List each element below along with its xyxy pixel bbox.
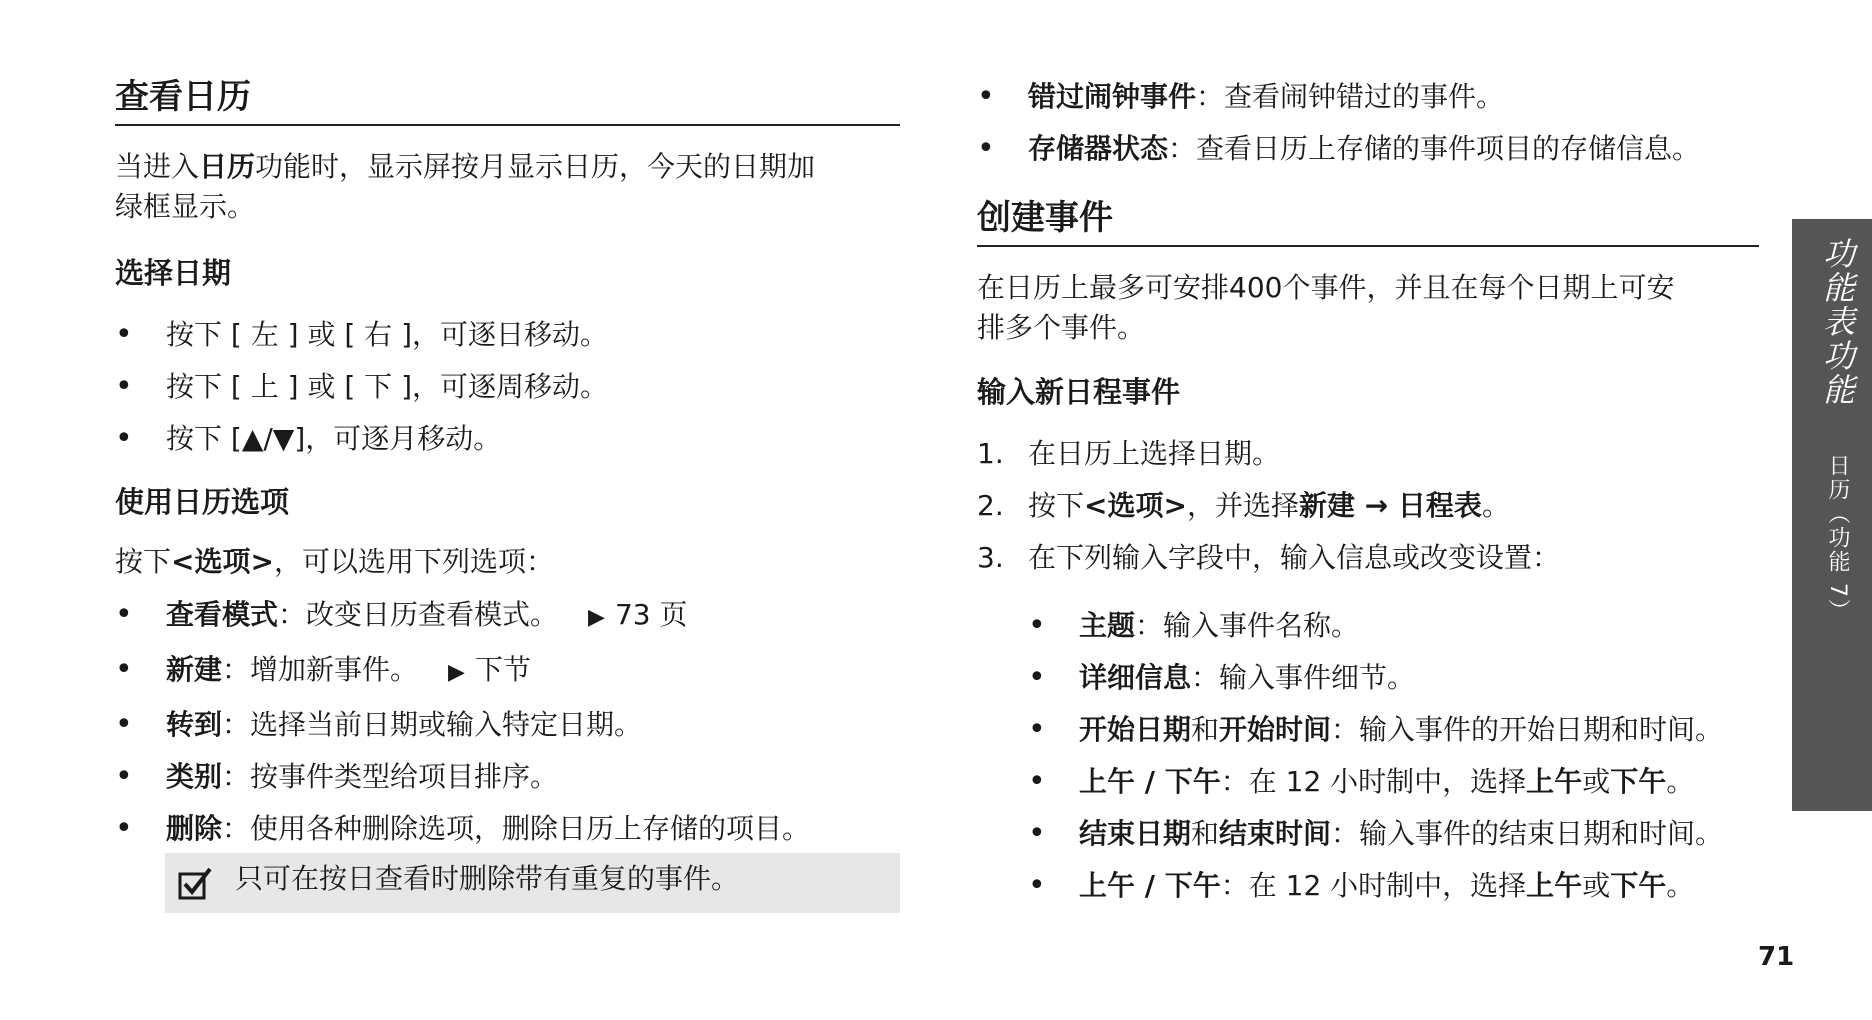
select-date-list: [115, 315, 900, 459]
options-intro: 按下<选项>，可以选用下列选项：: [115, 545, 554, 578]
field-list: [1028, 606, 1759, 906]
field-end: • 结束日期和结束时间：输入事件的结束日期和时间。: [1028, 814, 1759, 854]
list-item: • 按下 [▲/▼]，可逐月移动。: [115, 419, 900, 459]
option-new: • 新建：增加新事件。 ▶ 下节: [115, 650, 900, 693]
heading-new-schedule: 输入新日程事件: [977, 375, 1181, 409]
heading-select-date: 选择日期: [115, 256, 232, 290]
option-memory-status: • 存储器状态：查看日历上存储的事件项目的存储信息。: [977, 129, 1759, 169]
option-view-mode: • 查看模式：改变日历查看模式。 ▶ 73 页: [115, 595, 900, 638]
create-event-intro-line2: 排多个事件。: [977, 311, 1146, 344]
field-subject: • 主题：输入事件名称。: [1028, 606, 1759, 646]
option-goto: • 转到：选择当前日期或输入特定日期。: [115, 705, 900, 745]
option-category: • 类别：按事件类型给项目排序。: [115, 757, 900, 797]
note-box: [165, 853, 900, 913]
options-list-continued: [977, 77, 1759, 169]
heading-calendar-options: 使用日历选项: [115, 485, 290, 519]
step-2: 2. 按下<选项>，并选择新建 → 日程表。: [977, 489, 1510, 522]
section-title-view-calendar: 查看日历: [115, 76, 900, 126]
field-end-ampm: • 上午 / 下午：在 12 小时制中，选择上午或下午。: [1028, 866, 1759, 906]
list-item: • 按下 [ 上 ] 或 [ 下 ]，可逐周移动。: [115, 367, 900, 407]
schedule-steps: [977, 434, 1759, 578]
list-item: • 按下 [ 左 ] 或 [ 右 ]，可逐日移动。: [115, 315, 900, 355]
page-ref: 73 页: [614, 598, 688, 631]
page-ref: 下节: [474, 653, 531, 686]
create-event-intro: 在日历上最多可安排400个事件，并且在每个日期上可安: [977, 271, 1675, 304]
options-list: [115, 595, 900, 849]
side-tab-subtitle: 日历（功能 7）: [1825, 454, 1850, 624]
step-3: 3. 在下列输入字段中，输入信息或改变设置：: [977, 541, 1561, 574]
checkmark-note-icon: [177, 865, 213, 901]
page-number: 71: [1758, 942, 1795, 972]
field-start: • 开始日期和开始时间：输入事件的开始日期和时间。: [1028, 710, 1759, 750]
note-text: 只可在按日查看时删除带有重复的事件。: [235, 862, 740, 895]
option-delete: • 删除：使用各种删除选项，删除日历上存储的项目。: [115, 809, 900, 849]
view-calendar-intro-line2: 绿框显示。: [115, 190, 256, 223]
step-1: 1. 在日历上选择日期。: [977, 437, 1281, 470]
option-missed-alarm: • 错过闹钟事件：查看闹钟错过的事件。: [977, 77, 1759, 117]
page-ref-arrow-icon: ▶: [448, 660, 465, 685]
field-details: • 详细信息：输入事件细节。: [1028, 658, 1759, 698]
side-tab-text: [1814, 237, 1860, 623]
side-tab-title: 功能表功能: [1818, 237, 1856, 407]
page-ref-arrow-icon: ▶: [588, 605, 605, 630]
section-title-create-event: 创建事件: [977, 197, 1759, 247]
chapter-side-tab: [1792, 219, 1872, 811]
field-start-ampm: • 上午 / 下午：在 12 小时制中，选择上午或下午。: [1028, 762, 1759, 802]
view-calendar-intro: 当进入日历功能时，显示屏按月显示日历，今天的日期加: [115, 150, 816, 183]
